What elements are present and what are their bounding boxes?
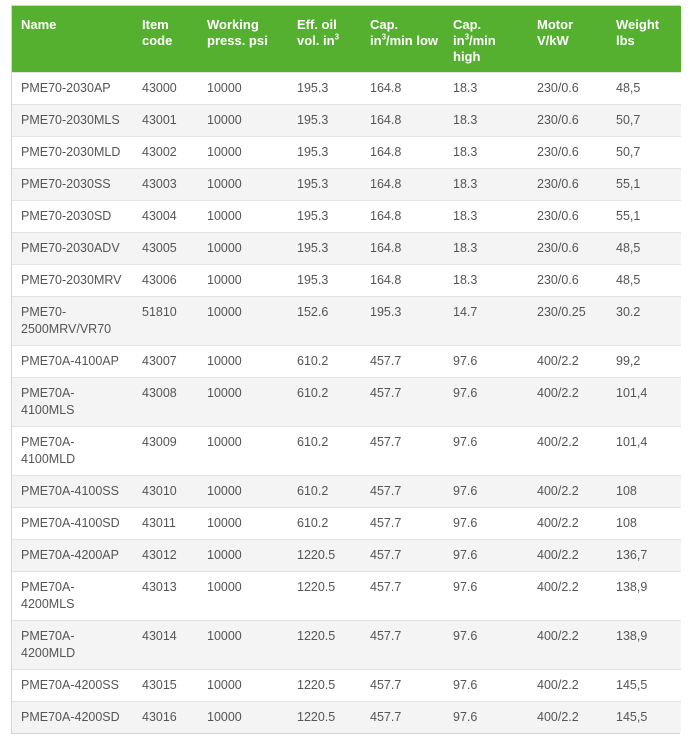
cell-name: PME70A-4100SS [21, 483, 119, 498]
cell-name: PME70-2030MLS [21, 112, 120, 127]
cell-weight: 48,5 [616, 272, 641, 287]
cell-working-press: 10000 [207, 144, 242, 159]
cell-weight: 138,9 [616, 579, 648, 594]
cell-eff-oil: 1220.5 [297, 579, 336, 594]
table-row [12, 571, 681, 620]
table-body [12, 72, 681, 733]
header-cap-low-sup: 3 [381, 32, 387, 42]
table-row [12, 232, 681, 264]
table-row [12, 136, 681, 168]
cell-working-press: 10000 [207, 208, 242, 223]
cell-item-code: 43000 [142, 80, 177, 95]
header-cap-low [361, 6, 444, 72]
cell-cap-low: 457.7 [370, 579, 402, 594]
cell-item-code: 51810 [142, 304, 177, 319]
cell-weight: 50,7 [616, 112, 641, 127]
cell-name: PME70A-4200MLS [21, 579, 75, 611]
cell-motor: 400/2.2 [537, 353, 579, 368]
table-row [12, 72, 681, 104]
header-working-press: Working press. psi [207, 17, 268, 48]
cell-motor: 400/2.2 [537, 677, 579, 692]
cell-cap-high: 97.6 [453, 677, 478, 692]
table-row [12, 426, 681, 475]
cell-cap-low: 457.7 [370, 483, 402, 498]
cell-cap-low: 164.8 [370, 112, 402, 127]
header-item-code: Item code [142, 17, 173, 48]
cell-weight: 101,4 [616, 434, 648, 449]
table-row [12, 507, 681, 539]
cell-cap-high: 97.6 [453, 709, 478, 724]
cell-working-press: 10000 [207, 709, 242, 724]
cell-cap-high: 18.3 [453, 144, 478, 159]
table-row [12, 620, 681, 669]
cell-cap-high: 97.6 [453, 353, 478, 368]
table-row [12, 168, 681, 200]
table-row [12, 539, 681, 571]
header-motor: Motor V/kW [537, 17, 574, 48]
cell-working-press: 10000 [207, 176, 242, 191]
cell-name: PME70A-4200MLD [21, 628, 76, 660]
cell-name: PME70-2030MLD [21, 144, 121, 159]
cell-item-code: 43011 [142, 515, 176, 530]
cell-eff-oil: 195.3 [297, 144, 329, 159]
cell-cap-low: 164.8 [370, 176, 402, 191]
cell-cap-high: 18.3 [453, 208, 478, 223]
cell-cap-high: 97.6 [453, 434, 478, 449]
cell-name: PME70-2030ADV [21, 240, 120, 255]
table-header [12, 6, 681, 72]
cell-weight: 145,5 [616, 709, 648, 724]
cell-motor: 230/0.6 [537, 272, 579, 287]
cell-cap-high: 18.3 [453, 176, 478, 191]
cell-motor: 230/0.6 [537, 80, 579, 95]
cell-eff-oil: 610.2 [297, 385, 329, 400]
table-row [12, 200, 681, 232]
cell-name: PME70A-4100MLD [21, 434, 76, 466]
cell-cap-low: 164.8 [370, 144, 402, 159]
cell-cap-low: 457.7 [370, 628, 402, 643]
cell-weight: 55,1 [616, 176, 641, 191]
header-cap-low-label-b: /min low [386, 33, 439, 48]
cell-cap-low: 457.7 [370, 515, 402, 530]
header-cap-high [444, 6, 528, 72]
table-row [12, 104, 681, 136]
cell-item-code: 43005 [142, 240, 177, 255]
cell-eff-oil: 1220.5 [297, 709, 336, 724]
cell-eff-oil: 195.3 [297, 80, 329, 95]
cell-cap-low: 457.7 [370, 353, 402, 368]
cell-item-code: 43006 [142, 272, 177, 287]
cell-cap-high: 18.3 [453, 272, 478, 287]
header-cap-low-label-a: Cap. in [370, 17, 399, 48]
cell-cap-low: 457.7 [370, 385, 402, 400]
cell-motor: 400/2.2 [537, 515, 579, 530]
cell-item-code: 43014 [142, 628, 177, 643]
cell-item-code: 43012 [142, 547, 177, 562]
cell-name: PME70-2030MRV [21, 272, 122, 287]
cell-weight: 108 [616, 483, 637, 498]
cell-cap-high: 18.3 [453, 240, 478, 255]
cell-working-press: 10000 [207, 628, 242, 643]
cell-cap-high: 97.6 [453, 385, 478, 400]
cell-item-code: 43004 [142, 208, 177, 223]
cell-motor: 400/2.2 [537, 483, 579, 498]
cell-eff-oil: 610.2 [297, 434, 329, 449]
cell-working-press: 10000 [207, 515, 242, 530]
table-row [12, 345, 681, 377]
cell-cap-high: 97.6 [453, 579, 478, 594]
cell-item-code: 43016 [142, 709, 177, 724]
cell-working-press: 10000 [207, 579, 242, 594]
cell-name: PME70A-4100AP [21, 353, 119, 368]
cell-weight: 136,7 [616, 547, 648, 562]
cell-weight: 55,1 [616, 208, 641, 223]
cell-working-press: 10000 [207, 272, 242, 287]
cell-eff-oil: 152.6 [297, 304, 329, 319]
cell-motor: 230/0.6 [537, 176, 579, 191]
cell-item-code: 43015 [142, 677, 177, 692]
header-row [12, 6, 681, 72]
table-row [12, 475, 681, 507]
header-weight: Weight lbs [616, 17, 660, 48]
cell-weight: 48,5 [616, 80, 641, 95]
cell-eff-oil: 195.3 [297, 272, 329, 287]
cell-working-press: 10000 [207, 547, 242, 562]
cell-item-code: 43008 [142, 385, 177, 400]
cell-motor: 230/0.6 [537, 112, 579, 127]
header-cap-high-label-a: Cap. in [453, 17, 482, 48]
cell-motor: 400/2.2 [537, 385, 579, 400]
cell-cap-low: 164.8 [370, 80, 402, 95]
table-row [12, 669, 681, 701]
cell-motor: 400/2.2 [537, 628, 579, 643]
cell-working-press: 10000 [207, 677, 242, 692]
cell-name: PME70-2030SD [21, 208, 112, 223]
cell-weight: 48,5 [616, 240, 641, 255]
table-row [12, 264, 681, 296]
cell-cap-high: 14.7 [453, 304, 478, 319]
cell-cap-high: 18.3 [453, 80, 478, 95]
table-row [12, 296, 681, 345]
cell-item-code: 43001 [142, 112, 177, 127]
cell-item-code: 43002 [142, 144, 177, 159]
cell-eff-oil: 610.2 [297, 483, 329, 498]
cell-cap-low: 164.8 [370, 240, 402, 255]
product-table-container [11, 5, 680, 734]
cell-eff-oil: 195.3 [297, 176, 329, 191]
cell-eff-oil: 195.3 [297, 112, 329, 127]
cell-name: PME70A-4200SD [21, 709, 120, 724]
table-row [12, 377, 681, 426]
cell-weight: 108 [616, 515, 637, 530]
header-eff-oil [288, 6, 361, 72]
cell-weight: 99,2 [616, 353, 641, 368]
cell-working-press: 10000 [207, 483, 242, 498]
cell-cap-low: 457.7 [370, 547, 402, 562]
cell-cap-high: 97.6 [453, 515, 478, 530]
cell-name: PME70A-4100SD [21, 515, 120, 530]
header-name: Name [21, 17, 57, 32]
cell-cap-low: 457.7 [370, 434, 402, 449]
cell-eff-oil: 195.3 [297, 208, 329, 223]
cell-working-press: 10000 [207, 385, 242, 400]
header-eff-oil-sup: 3 [334, 32, 340, 42]
cell-cap-high: 97.6 [453, 483, 478, 498]
cell-cap-low: 164.8 [370, 208, 402, 223]
cell-motor: 230/0.25 [537, 304, 586, 319]
cell-eff-oil: 1220.5 [297, 628, 336, 643]
header-cap-high-label-b: /min high [453, 33, 496, 64]
cell-eff-oil: 195.3 [297, 240, 329, 255]
cell-name: PME70-2030AP [21, 80, 111, 95]
cell-name: PME70-2030SS [21, 176, 111, 191]
cell-cap-low: 457.7 [370, 709, 402, 724]
cell-cap-low: 164.8 [370, 272, 402, 287]
cell-weight: 50,7 [616, 144, 641, 159]
cell-name: PME70-2500MRV/VR70 [21, 304, 112, 336]
cell-name: PME70A-4200SS [21, 677, 119, 692]
cell-motor: 230/0.6 [537, 208, 579, 223]
cell-motor: 230/0.6 [537, 240, 579, 255]
cell-motor: 230/0.6 [537, 144, 579, 159]
cell-name: PME70A-4100MLS [21, 385, 75, 417]
cell-cap-high: 97.6 [453, 547, 478, 562]
cell-working-press: 10000 [207, 80, 242, 95]
cell-item-code: 43009 [142, 434, 177, 449]
cell-motor: 400/2.2 [537, 579, 579, 594]
cell-eff-oil: 1220.5 [297, 547, 336, 562]
cell-eff-oil: 610.2 [297, 515, 329, 530]
cell-weight: 138,9 [616, 628, 648, 643]
cell-item-code: 43010 [142, 483, 177, 498]
cell-working-press: 10000 [207, 240, 242, 255]
header-eff-oil-label: Eff. oil vol. in [297, 17, 337, 48]
cell-working-press: 10000 [207, 304, 242, 319]
cell-item-code: 43013 [142, 579, 177, 594]
cell-weight: 145,5 [616, 677, 648, 692]
cell-eff-oil: 1220.5 [297, 677, 336, 692]
cell-cap-high: 97.6 [453, 628, 478, 643]
cell-working-press: 10000 [207, 353, 242, 368]
cell-item-code: 43007 [142, 353, 177, 368]
cell-motor: 400/2.2 [537, 547, 579, 562]
cell-motor: 400/2.2 [537, 434, 579, 449]
cell-cap-low: 457.7 [370, 677, 402, 692]
cell-item-code: 43003 [142, 176, 177, 191]
cell-working-press: 10000 [207, 434, 242, 449]
cell-cap-high: 18.3 [453, 112, 478, 127]
cell-name: PME70A-4200AP [21, 547, 119, 562]
cell-weight: 101,4 [616, 385, 648, 400]
product-table [12, 6, 681, 733]
header-cap-high-sup: 3 [464, 32, 470, 42]
cell-weight: 30.2 [616, 304, 641, 319]
cell-cap-low: 195.3 [370, 304, 402, 319]
cell-working-press: 10000 [207, 112, 242, 127]
cell-eff-oil: 610.2 [297, 353, 329, 368]
cell-motor: 400/2.2 [537, 709, 579, 724]
table-row [12, 701, 681, 733]
